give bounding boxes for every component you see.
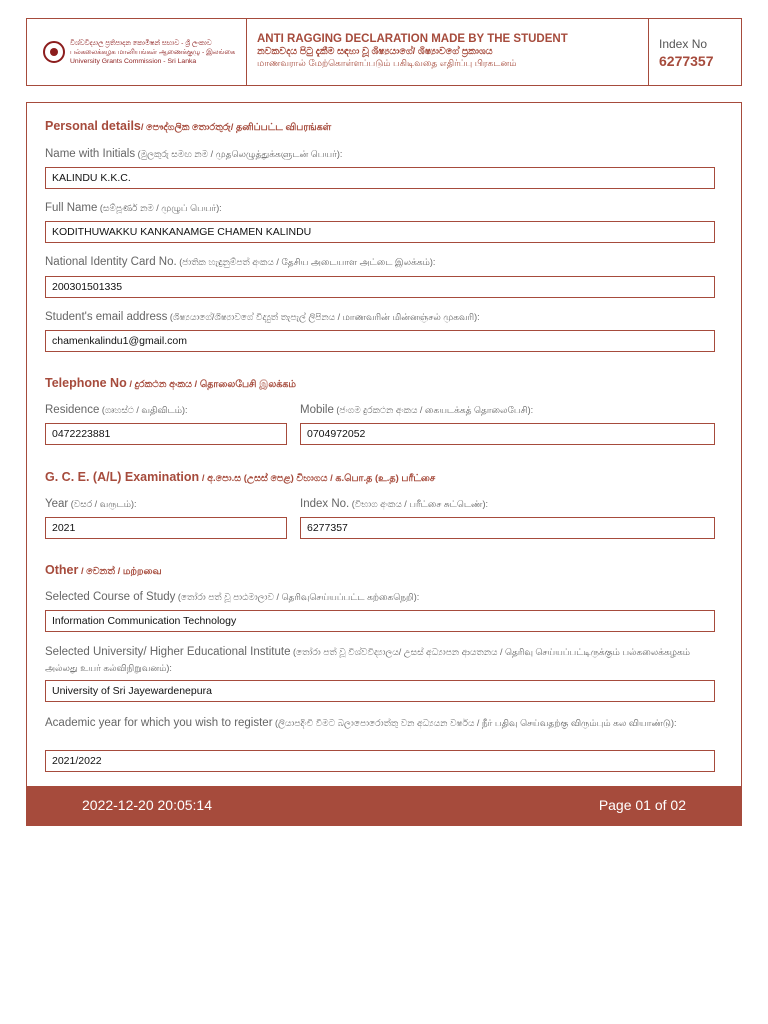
title-sinhala: නවකවදය පිටු දැකීම සඳහා වූ ශිෂ්‍යයාගේ/ ශිෂ්‍යාවගේ ප්‍රකාශය	[257, 46, 493, 57]
ugc-seal-icon	[43, 41, 65, 63]
mobile-label: Mobile (ජංගම දුරකථන අංකය / கையடக்கத் தொலைபேசி):	[300, 404, 534, 416]
mobile-phone-field[interactable]: 0704972052	[300, 423, 715, 445]
logo-text	[70, 39, 235, 66]
declaration-title	[247, 19, 649, 85]
index-value: 6277357	[659, 53, 714, 69]
page-footer	[26, 786, 742, 826]
ugc-logo-block	[27, 19, 247, 85]
residence-phone-field[interactable]: 0472223881	[45, 423, 287, 445]
footer-page-number: Page 01 of 02	[598, 797, 686, 813]
nic-field[interactable]: 200301501335	[45, 276, 715, 298]
title-tamil: மாணவரால் மேற்கொள்ளப்படும் பகிடிவதை எதிர்ப்பு பிரகடனம்	[257, 58, 517, 68]
logo-line-english: University Grants Commission - Sri Lanka	[70, 57, 197, 65]
year-label: Year (වසර / வருடம்):	[45, 498, 137, 510]
course-field[interactable]: Information Communication Technology	[45, 610, 715, 632]
section-other: Other / වෙනත් / மற்றவை	[45, 563, 162, 577]
academic-year-field[interactable]: 2021/2022	[45, 750, 715, 772]
residence-label: Residence (ගෘහස්ථ / வதிவிடம்):	[45, 404, 188, 416]
section-gce-al: G. C. E. (A/L) Examination / අ.පො.ස (උසස් පෙළ) විභාගය / க.பொ.த (உ.த) பரீட்சை	[45, 470, 436, 484]
section-telephone: Telephone No / දුරකථන අංකය / தொலைபேசி இலக்கம்	[45, 376, 297, 390]
declaration-form	[26, 102, 742, 788]
full-name-field[interactable]: KODITHUWAKKU KANKANAMGE CHAMEN KALINDU	[45, 221, 715, 243]
logo-line-tamil: பல்கலைக்கழக மானியங்கள் ஆணைக்குழு - இலங்கை	[70, 48, 236, 56]
title-english: ANTI RAGGING DECLARATION MADE BY THE STUDENT	[257, 33, 568, 45]
exam-index-label: Index No. (විභාග අංකය / பரீட்சை சுட்டெண்):	[300, 498, 488, 510]
logo-line-sinhala: විශ්වවිද්‍යාල ප්‍රතිපාදන කොමිෂන් සභාව - ශ්‍රී ලංකාව	[70, 39, 212, 47]
email-label: Student's email address (ශිෂ්‍යයාගේ/ශිෂ්‍යාවගේ විද්‍යුත් තැපැල් ලිපිනය / மாணவரின் மின்னஞ்சல் முகவரி):	[45, 311, 480, 323]
name-initials-field[interactable]: KALINDU K.K.C.	[45, 167, 715, 189]
footer-timestamp: 2022-12-20 20:05:14	[82, 797, 212, 813]
document-header	[26, 18, 742, 86]
nic-label: National Identity Card No. (ජාතික හැඳුනුම්පත් අංකය / தேசிய அடையாள அட்டை இலக்கம்):	[45, 256, 436, 268]
academic-year-label: Academic year for which you wish to register (ලියාපදිංචි වීමට බලාපොරොත්තු වන අධ්‍යයන වර්ෂය / நீர் பதிவு செய்வதற்கு விரும்பும் கல வியாண்டு):	[45, 717, 677, 729]
university-field[interactable]: University of Sri Jayewardenepura	[45, 680, 715, 702]
index-label: Index No	[659, 37, 708, 51]
exam-index-field[interactable]: 6277357	[300, 517, 715, 539]
section-personal-details: Personal details/ පෞද්ගලික තොරතුරු/ தனிப்பட்ட விபரங்கள்	[45, 119, 332, 133]
university-label: Selected University/ Higher Educational Institute (තෝරා පත් වූ විශ්වවිද්‍යාලය/ උසස් අධ්‍යාපන ආයතනය / தெரிவு செய்யப்பட்டிருக்கும் பல்கலைக்கழகம் அல்லது உயர் கல்விநிறுவனம்):	[45, 646, 691, 673]
course-label: Selected Course of Study (තෝරා පත් වූ පාඨමාලාව / தெரிவுசெய்யப்பட்ட கற்கைநெறி):	[45, 591, 420, 603]
full-name-label: Full Name (සම්පූර්ණ නම / முழுப் பெயர்):	[45, 202, 222, 214]
email-field[interactable]: chamenkalindu1@gmail.com	[45, 330, 715, 352]
exam-year-field[interactable]: 2021	[45, 517, 287, 539]
index-box	[649, 19, 741, 85]
name-initials-label: Name with Initials (මුලකුරු සමඟ නම / முதலெழுத்துக்களுடன் பெயர்):	[45, 148, 343, 160]
